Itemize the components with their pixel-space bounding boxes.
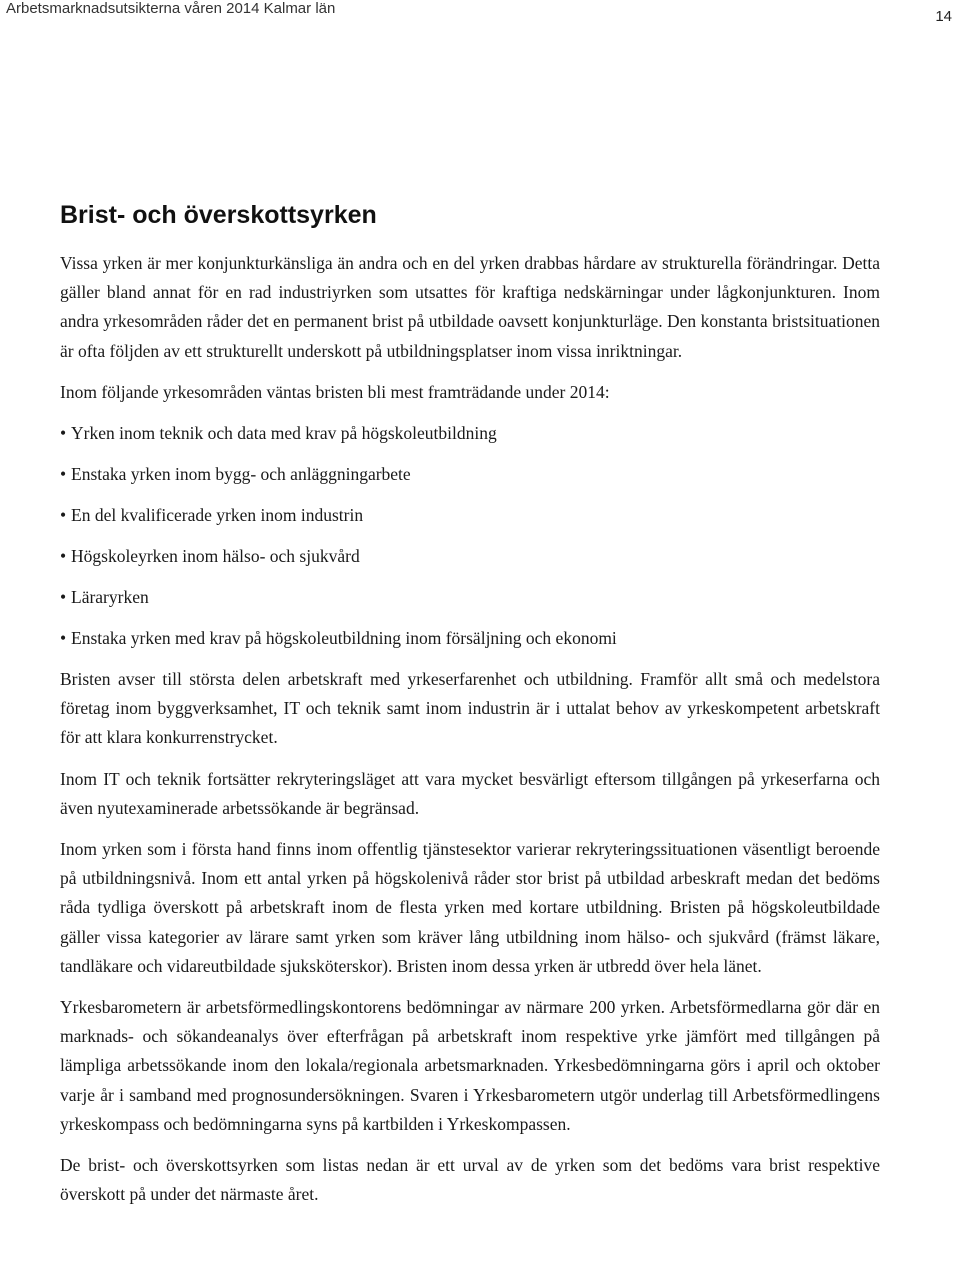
list-item: • Läraryrken xyxy=(60,583,880,624)
paragraph-intro: Vissa yrken är mer konjunkturkänsliga än andra och en del yrken drabbas hårdare av strukturella förändringar. Detta gäller bland annat för en rad industriyrken som utsattes för kraftiga nedskärningar under lågkonjunkturen. Inom andra yrkesområden råder det en permanent brist på utbildade oavsett konjunkturläge. Den konstanta bristsituationen är ofta följden av ett strukturellt underskott på utbildningsplatser inom vissa inriktningar. xyxy=(60,253,880,361)
bullet-icon: • xyxy=(60,587,67,608)
list-item: • Enstaka yrken med krav på högskoleutbildning inom försäljning och ekonomi xyxy=(60,624,880,665)
paragraph: Inom yrken som i första hand finns inom offentlig tjänstesektor varierar rekryteringssituationen väsentligt beroende på utbildningsnivå. Inom ett antal yrken på högskolenivå råder stor brist på utbildad arbeskraft medan det bedöms råda tydliga överskott på arbetskraft inom de flesta yrken med kortare utbildning. Bristen på högskoleutbildade gäller vissa kategorier av lärare samt yrken som kräver lång utbildning inom hälso- och sjukvård (främst läkare, tandläkare och vidareutbildade sjuksköterskor). Bristen inom dessa yrken är utbredd över hela länet. xyxy=(60,839,880,976)
paragraph: Bristen avser till största delen arbetskraft med yrkeserfarenhet och utbildning. Framför allt små och medelstora företag inom byggverksamhet, IT och teknik samt inom industrin är i uttalat behov av yrkeskompetent arbetskraft för att klara konkurrenstrycket. xyxy=(60,669,880,748)
bullet-icon: • xyxy=(60,628,67,649)
paragraph: Yrkesbarometern är arbetsförmedlingskontorens bedömningar av närmare 200 yrken. Arbetsförmedlarna gör där en marknads- och sökandeanalys över efterfrågan på arbetskraft inom respektive yrke jämfört med tillgången på lämpliga arbetssökande inom den lokala/regionala arbetsmarknaden. Yrkesbedömningarna görs i april och oktober varje år i samband med prognosundersökningen. Svaren i Yrkesbarometern utgör underlag till Arbetsförmedlingens yrkeskompass och bedömningarna syns på kartbilden i Yrkeskompassen. xyxy=(60,997,880,1134)
page-header xyxy=(0,0,960,40)
list-item: • En del kvalificerade yrken inom industrin xyxy=(60,501,880,542)
paragraph: De brist- och överskottsyrken som listas nedan är ett urval av de yrken som det bedöms vara brist respektive överskott på under det närmaste året. xyxy=(60,1155,880,1205)
section-heading: Brist- och överskottsyrken xyxy=(60,201,377,229)
list-item: • Enstaka yrken inom bygg- och anläggningarbete xyxy=(60,460,880,501)
bullet-list xyxy=(60,419,880,665)
paragraph: Inom IT och teknik fortsätter rekryteringsläget att vara mycket besvärligt eftersom tillgången på yrkeserfarna och även nyutexaminerade arbetssökande är begränsad. xyxy=(60,768,880,818)
list-item: • Högskoleyrken inom hälso- och sjukvård xyxy=(60,542,880,583)
bullet-icon: • xyxy=(60,505,67,526)
list-item: • Yrken inom teknik och data med krav på högskoleutbildning xyxy=(60,419,880,460)
main-content xyxy=(60,199,880,1221)
page-number: 14 xyxy=(935,8,952,25)
bullets-intro: Inom följande yrkesområden väntas bristen bli mest framträdande under 2014: xyxy=(60,381,610,402)
document-title: Arbetsmarknadsutsikterna våren 2014 Kalmar län xyxy=(6,0,336,17)
bullet-icon: • xyxy=(60,423,67,444)
bullet-icon: • xyxy=(60,464,67,485)
bullet-icon: • xyxy=(60,546,67,567)
